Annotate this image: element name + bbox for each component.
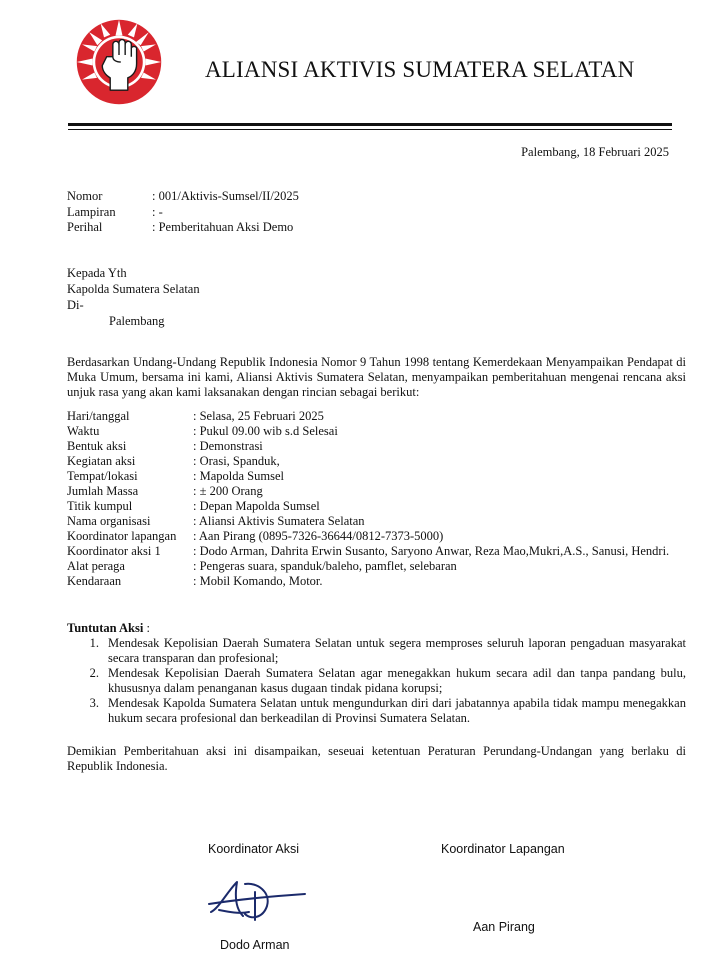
demands-heading-text: Tuntutan Aksi bbox=[67, 621, 144, 635]
place-date: Palembang, 18 Februari 2025 bbox=[521, 145, 669, 159]
recipient-address bbox=[67, 266, 200, 330]
meta-key: Perihal bbox=[67, 220, 103, 234]
detail-key: Jumlah Massa bbox=[67, 484, 139, 498]
organization-name: ALIANSI AKTIVIS SUMATERA SELATAN bbox=[205, 57, 635, 82]
demand-number: 3. bbox=[89, 696, 99, 710]
detail-row bbox=[67, 559, 697, 574]
meta-row-attachment bbox=[67, 205, 299, 221]
detail-row bbox=[67, 439, 697, 454]
detail-key: Kegiatan aksi bbox=[67, 454, 136, 468]
detail-row bbox=[67, 544, 697, 559]
demand-item bbox=[67, 636, 686, 666]
demand-number: 1. bbox=[89, 636, 99, 650]
detail-value: : Pukul 09.00 wib s.d Selesai bbox=[193, 424, 338, 438]
detail-value: : Mapolda Sumsel bbox=[193, 469, 284, 483]
demand-text: Mendesak Kepolisian Daerah Sumatera Selatan untuk segera memproses seluruh laporan pengaduan masyarakat secara transparan dan profesional; bbox=[108, 636, 686, 665]
demand-item bbox=[67, 666, 686, 696]
detail-key: Nama organisasi bbox=[67, 514, 151, 528]
detail-key: Hari/tanggal bbox=[67, 409, 130, 423]
recipient-line: Kepada Yth bbox=[67, 266, 127, 280]
detail-value: : Orasi, Spanduk, bbox=[193, 454, 280, 468]
detail-key: Titik kumpul bbox=[67, 499, 133, 513]
detail-row bbox=[67, 469, 697, 484]
demand-number: 2. bbox=[89, 666, 99, 680]
demands-list bbox=[67, 636, 686, 726]
demand-text: Mendesak Kepolisian Daerah Sumatera Selatan agar menegakkan hukum secara adil dan tanpa pandang bulu, khususnya dalam penanganan kasus dugaan tindak pidana korupsi; bbox=[108, 666, 686, 695]
detail-value: : Depan Mapolda Sumsel bbox=[193, 499, 320, 513]
detail-value: : Pengeras suara, spanduk/baleho, pamflet, selebaran bbox=[193, 559, 457, 573]
intro-paragraph: Berdasarkan Undang-Undang Republik Indonesia Nomor 9 Tahun 1998 tentang Kemerdekaan Menyampaikan Pendapat di Muka Umum, bersama ini kami, Aliansi Aktivis Sumatera Selatan, menyampaikan pemberitahuan mengenai rencana aksi unjuk rasa yang akan kami laksanakan dengan rincian sebagai berikut: bbox=[67, 355, 686, 399]
demands-heading-colon: : bbox=[143, 621, 150, 635]
detail-row bbox=[67, 529, 697, 544]
detail-row bbox=[67, 454, 697, 469]
detail-key: Waktu bbox=[67, 424, 100, 438]
meta-value: : Pemberitahuan Aksi Demo bbox=[152, 220, 294, 234]
meta-key: Lampiran bbox=[67, 204, 116, 219]
closing-paragraph: Demikian Pemberitahuan aksi ini disampaikan, seseuai ketentuan Peraturan Perundang-Undangan yang berlaku di Republik Indonesia. bbox=[67, 744, 686, 773]
signature-name-action-coordinator: Dodo Arman bbox=[220, 938, 290, 952]
signature-label-field-coordinator: Koordinator Lapangan bbox=[441, 842, 565, 856]
detail-value: : Aan Pirang (0895-7326-36644/0812-7373-5000) bbox=[193, 529, 444, 543]
detail-row bbox=[67, 574, 697, 589]
meta-row-subject bbox=[67, 220, 299, 236]
header-divider-thin bbox=[68, 129, 672, 130]
demands-heading bbox=[67, 621, 150, 636]
detail-key: Koordinator lapangan bbox=[67, 529, 177, 543]
action-details bbox=[67, 409, 697, 589]
header-divider-thick bbox=[68, 123, 672, 126]
detail-key: Kendaraan bbox=[67, 574, 122, 588]
recipient-city: Palembang bbox=[109, 314, 165, 328]
raised-fist-icon bbox=[75, 18, 163, 106]
detail-key: Koordinator aksi 1 bbox=[67, 544, 161, 558]
meta-key: Nomor bbox=[67, 189, 103, 203]
detail-key: Tempat/lokasi bbox=[67, 469, 138, 483]
letter-meta bbox=[67, 189, 299, 236]
meta-row-number bbox=[67, 189, 299, 205]
demand-text: Mendesak Kapolda Sumatera Selatan untuk mengundurkan diri dari jabatannya apabila tidak mampu menegakkan hukum secara profesional dan berkeadilan di Provinsi Sumatera Selatan. bbox=[108, 696, 686, 725]
recipient-line: Kapolda Sumatera Selatan bbox=[67, 282, 200, 296]
signature-name-field-coordinator: Aan Pirang bbox=[473, 920, 535, 934]
detail-value: : Mobil Komando, Motor. bbox=[193, 574, 323, 588]
detail-value: : Dodo Arman, Dahrita Erwin Susanto, Saryono Anwar, Reza Mao,Mukri,A.S., Sanusi, Hendri. bbox=[193, 544, 670, 558]
detail-row bbox=[67, 409, 697, 424]
detail-value: : Selasa, 25 Februari 2025 bbox=[193, 409, 324, 423]
detail-row bbox=[67, 424, 697, 439]
detail-value: : ± 200 Orang bbox=[193, 484, 263, 498]
signature-label-action-coordinator: Koordinator Aksi bbox=[208, 842, 300, 856]
meta-value: : - bbox=[152, 204, 163, 219]
handwritten-signature-icon bbox=[205, 874, 310, 926]
detail-key: Alat peraga bbox=[67, 559, 125, 573]
detail-row bbox=[67, 514, 697, 529]
recipient-line: Di- bbox=[67, 298, 84, 312]
demand-item bbox=[67, 696, 686, 726]
detail-row bbox=[67, 484, 697, 499]
detail-key: Bentuk aksi bbox=[67, 439, 127, 453]
meta-value: : 001/Aktivis-Sumsel/II/2025 bbox=[152, 189, 299, 203]
detail-value: : Aliansi Aktivis Sumatera Selatan bbox=[193, 514, 365, 528]
detail-row bbox=[67, 499, 697, 514]
detail-value: : Demonstrasi bbox=[193, 439, 263, 453]
